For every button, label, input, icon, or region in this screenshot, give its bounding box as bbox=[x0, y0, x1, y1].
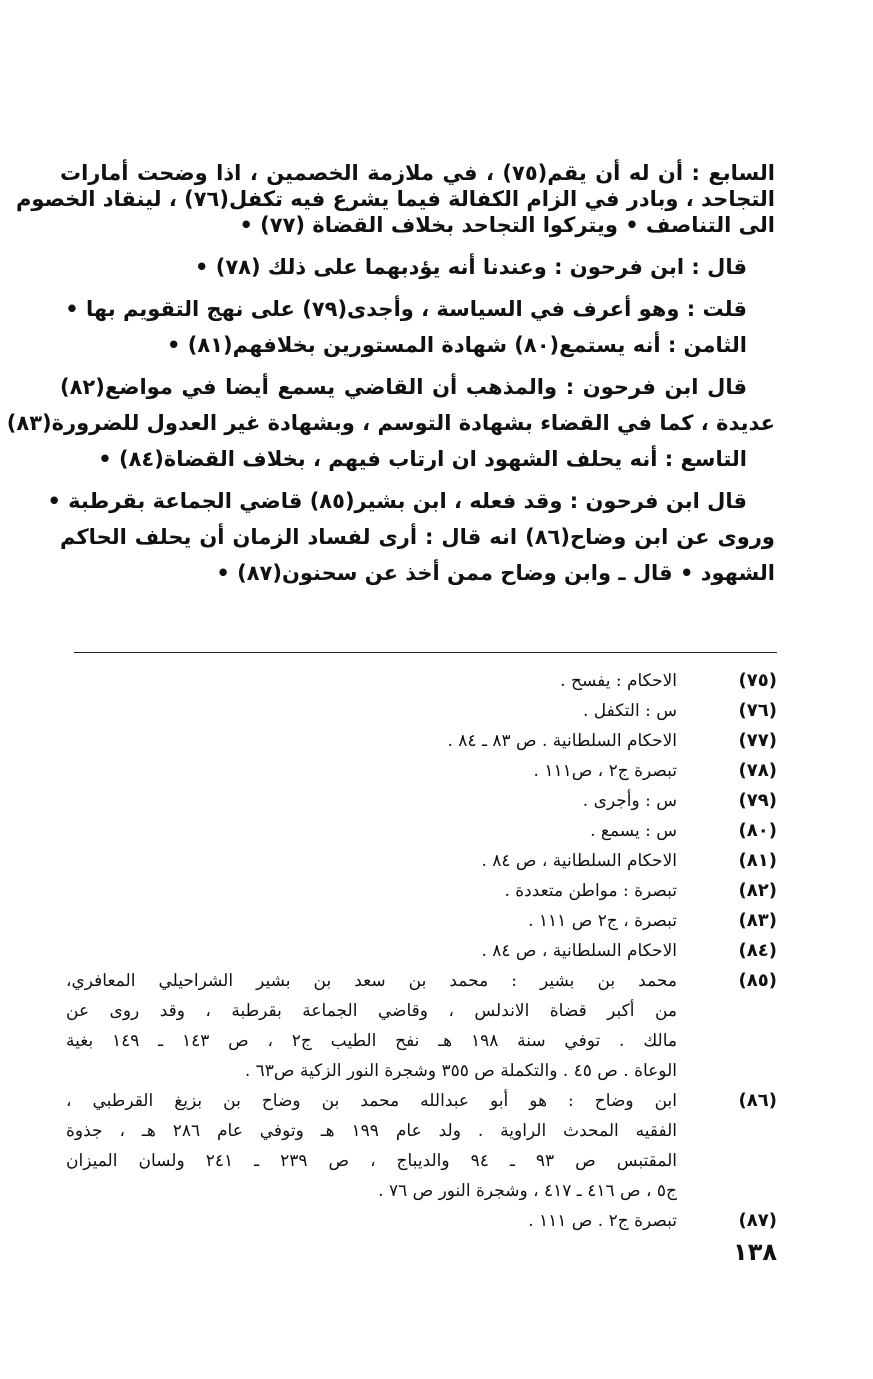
footnote-number: (٨٤) bbox=[738, 940, 777, 961]
footnote-number: (٨٣) bbox=[738, 910, 777, 931]
footnote-number: (٧٥) bbox=[738, 670, 777, 691]
footnote-text: المقتبس ص ٩٣ ـ ٩٤ والديباج ، ص ٢٣٩ ـ ٢٤١ ولسان الميزان bbox=[66, 1151, 677, 1171]
main-text bbox=[6, 160, 775, 586]
footnote-number: (٧٨) bbox=[738, 760, 777, 781]
footnote-text: س : وأجرى . bbox=[582, 791, 677, 811]
footnote-85 bbox=[66, 966, 777, 1086]
footnote-number: (٧٦) bbox=[738, 700, 777, 721]
footnote-text: محمد بن بشير : محمد بن سعد بن بشير الشراحيلي المعافري، bbox=[66, 971, 677, 991]
footnote-80 bbox=[66, 816, 777, 846]
body-line: قال ابن فرحون : وقد فعله ، ابن بشير(٨٥) قاضي الجماعة بقرطبة • bbox=[47, 489, 747, 513]
body-line: قال : ابن فرحون : وعندنا أنه يؤدبهما على ذلك (٧٨) • bbox=[195, 255, 747, 279]
body-line: عديدة ، كما في القضاء بشهادة التوسم ، وبشهادة غير العدول للضرورة(٨٣) bbox=[6, 411, 775, 435]
footnote-text: تبصرة ، ج٢ ص ١١١ . bbox=[528, 911, 677, 931]
footnote-text: ج٥ ، ص ٤١٦ ـ ٤١٧ ، وشجرة النور ص ٧٦ . bbox=[378, 1181, 677, 1201]
footnote-text: تبصرة : مواطن متعددة . bbox=[504, 881, 677, 901]
footnotes bbox=[66, 666, 777, 1236]
footnote-text: الوعاة . ص ٤٥ . والتكملة ص ٣٥٥ وشجرة النور الزكية ص٦٣ . bbox=[244, 1061, 677, 1081]
body-line: السابع : أن له أن يقم(٧٥) ، في ملازمة الخصمين ، اذا وضحت أمارات bbox=[60, 161, 775, 185]
footnote-text: تبصرة ج٢ . ص ١١١ . bbox=[528, 1211, 677, 1231]
footnote-77 bbox=[66, 726, 777, 756]
footnote-number: (٧٩) bbox=[738, 790, 777, 811]
footnote-text: الاحكام السلطانية ، ص ٨٤ . bbox=[481, 941, 677, 961]
footnote-text: ابن وضاح : هو أبو عبدالله محمد بن وضاح بن بزيغ القرطبي ، bbox=[66, 1091, 677, 1111]
body-line: وروى عن ابن وضاح(٨٦) انه قال : أرى لفساد الزمان أن يحلف الحاكم bbox=[60, 525, 775, 549]
page-number: ١٣٨ bbox=[733, 1238, 777, 1266]
body-line: الثامن : أنه يستمع(٨٠) شهادة المستورين بخلافهم(٨١) • bbox=[167, 333, 747, 357]
footnote-text: الاحكام السلطانية . ص ٨٣ ـ ٨٤ . bbox=[447, 731, 677, 751]
footnote-number: (٧٧) bbox=[738, 730, 777, 751]
footnote-number: (٨٢) bbox=[738, 880, 777, 901]
footnote-text: تبصرة ج٢ ، ص١١١ . bbox=[533, 761, 677, 781]
footnote-75 bbox=[66, 666, 777, 696]
body-line: التاسع : أنه يحلف الشهود ان ارتاب فيهم ، بخلاف القضاة(٨٤) • bbox=[98, 447, 747, 471]
footnote-number: (٨٠) bbox=[738, 820, 777, 841]
footnote-text: الاحكام : يفسح . bbox=[560, 671, 677, 691]
footnote-87 bbox=[66, 1206, 777, 1236]
footnote-text: مالك . توفي سنة ١٩٨ هـ نفح الطيب ج٢ ، ص ١٤٣ ـ ١٤٩ بغية bbox=[66, 1031, 677, 1051]
footnote-number: (٨١) bbox=[738, 850, 777, 871]
body-line: قلت : وهو أعرف في السياسة ، وأجدى(٧٩) على نهج التقويم بها • bbox=[65, 297, 747, 321]
footnote-81 bbox=[66, 846, 777, 876]
body-line: الشهود • قال ـ وابن وضاح ممن أخذ عن سحنون(٨٧) • bbox=[216, 561, 775, 585]
footnote-text: س : التكفل . bbox=[583, 701, 677, 721]
footnote-79 bbox=[66, 786, 777, 816]
footnote-82 bbox=[66, 876, 777, 906]
footnote-number: (٨٥) bbox=[738, 970, 777, 991]
body-line: قال ابن فرحون : والمذهب أن القاضي يسمع أيضا في مواضع(٨٢) bbox=[60, 375, 747, 399]
body-line: التجاحد ، وبادر في الزام الكفالة فيما يشرع فيه تكفل(٧٦) ، لينقاد الخصوم bbox=[15, 187, 775, 211]
footnote-divider bbox=[74, 652, 777, 653]
footnote-text: س : يسمع . bbox=[590, 821, 677, 841]
body-line: الى التناصف • ويتركوا التجاحد بخلاف القضاة (٧٧) • bbox=[239, 213, 775, 237]
footnote-86 bbox=[66, 1086, 777, 1206]
footnote-text: الاحكام السلطانية ، ص ٨٤ . bbox=[481, 851, 677, 871]
footnote-78 bbox=[66, 756, 777, 786]
footnote-number: (٨٦) bbox=[738, 1090, 777, 1111]
footnote-number: (٨٧) bbox=[738, 1210, 777, 1231]
footnote-text: الفقيه المحدث الراوية . ولد عام ١٩٩ هـ وتوفي عام ٢٨٦ هـ ، جذوة bbox=[66, 1121, 677, 1141]
footnote-76 bbox=[66, 696, 777, 726]
footnote-84 bbox=[66, 936, 777, 966]
footnote-83 bbox=[66, 906, 777, 936]
footnote-text: من أكبر قضاة الاندلس ، وقاضي الجماعة بقرطبة ، وقد روى عن bbox=[66, 1001, 677, 1021]
